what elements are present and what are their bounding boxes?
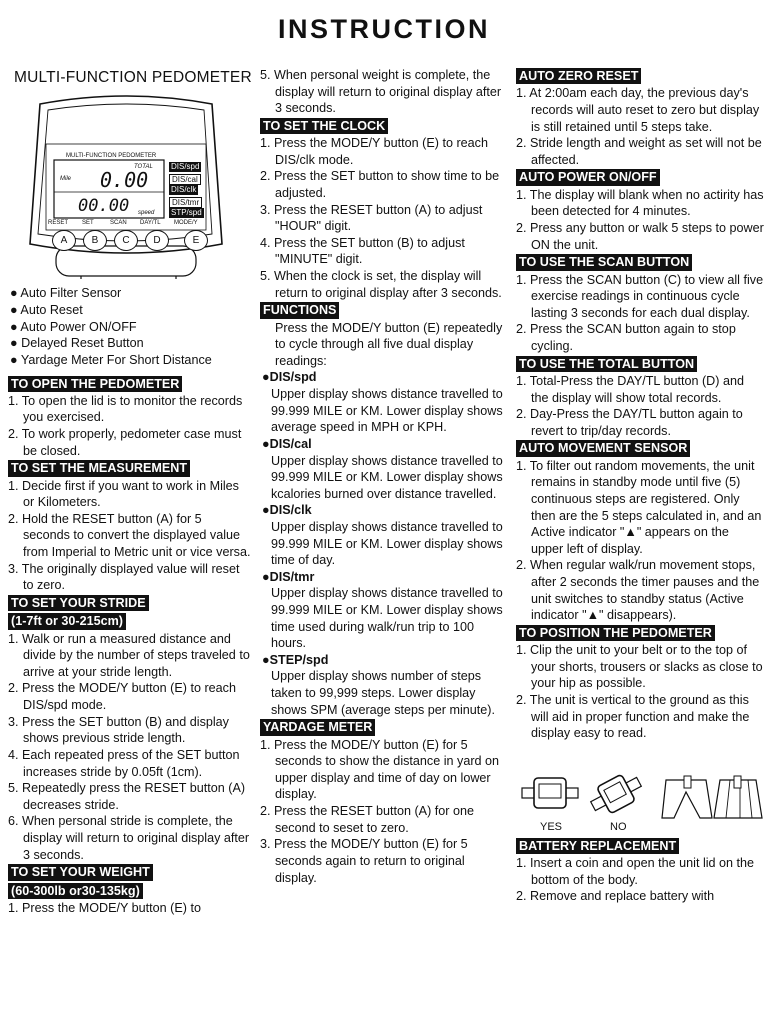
section-header-stride: TO SET YOUR STRIDE [8, 595, 149, 611]
section-header-open: TO OPEN THE PEDOMETER [8, 376, 182, 392]
device-label-mode-y: MODE/Y [174, 220, 198, 227]
list-item: 1. Press the MODE/Y button (E) to [8, 900, 201, 915]
section-header-weight: TO SET YOUR WEIGHT [8, 864, 153, 880]
page-title: INSTRUCTION [278, 14, 490, 44]
function-mode-dis-clk: ●DIS/clk Upper display shows distance travelled to 99.999 MILE or KM. Lower display shows time of day. [260, 502, 506, 568]
list-item: 2. Press the SCAN button again to stop cycling. [516, 322, 736, 353]
feature-list [10, 285, 252, 368]
yes-label: YES [540, 820, 563, 833]
device-button-b: B [83, 230, 107, 251]
function-mode-dis-tmr: ●DIS/tmr Upper display shows distance travelled to 99.999 MILE or KM. Lower display shows time used during walk/run trip to 100 hours. [260, 569, 506, 652]
list-item: 1. The display will blank when no actirity has been detected for 4 minutes. [516, 187, 764, 219]
lower-display-reading: 00.00 [78, 196, 130, 217]
position-steps [516, 642, 764, 742]
list-item: 1. Press the MODE/Y button (E) for 5 seconds to show the distance in yard on upper display and time of day on lower display. [260, 737, 500, 802]
list-item: 2. Press any button or walk 5 steps to power ON the unit. [516, 220, 764, 252]
total-label: TOTAL [134, 164, 153, 171]
device-label-scan: SCAN [110, 220, 127, 227]
device-button-e: E [184, 230, 208, 251]
list-item: 2. Stride length and weight as set will not be affected. [516, 136, 762, 167]
list-item: 3. Press the RESET button (A) to adjust "HOUR" digit. [260, 202, 483, 234]
section-header-battery: BATTERY REPLACEMENT [516, 838, 679, 854]
list-item: 1. Clip the unit to your belt or to the top of your shorts, trousers or slacks as close to your hip as possible. [516, 643, 763, 691]
section-header-auto-zero: AUTO ZERO RESET [516, 68, 641, 84]
list-item: 2. The unit is vertical to the ground as this will aid in proper function and make the display easy to read. [516, 693, 750, 741]
device-button-d: D [145, 230, 169, 251]
list-item: 3. The originally displayed value will reset to zero. [8, 561, 240, 593]
battery-steps [516, 855, 764, 905]
feature-item: ● Yardage Meter For Short Distance [10, 352, 212, 367]
mile-label: Mile [60, 176, 72, 183]
list-item: 5. When the clock is set, the display will return to original display after 3 seconds. [260, 269, 502, 300]
weight-steps-continued [260, 67, 506, 117]
mode-name: DIS/clk [269, 503, 312, 518]
list-item: 5. When personal weight is complete, the display will return to original display after 3 seconds. [260, 68, 502, 116]
mode-description: Upper display shows distance travelled to 99.999 MILE or KM. Lower display shows kcalories burned over distance travelled. [271, 453, 503, 501]
functions-intro: Press the MODE/Y button (E) repeatedly to cycle through all five dual display readings: [275, 320, 503, 368]
device-label-set: SET [82, 220, 94, 227]
section-header-movement: AUTO MOVEMENT SENSOR [516, 440, 690, 456]
list-item: 1. At 2:00am each day, the previous day's records will auto reset to zero but display is still retained until 5 steps take. [516, 86, 760, 134]
list-item: 3. Press the MODE/Y button (E) for 5 seconds again to return to original display. [260, 837, 468, 885]
function-mode-dis-cal: ●DIS/cal Upper display shows distance travelled to 99.999 MILE or KM. Lower display shows kcalories burned over distance travelled. [260, 436, 506, 502]
measurement-steps [8, 478, 252, 594]
function-mode-dis-spd: ●DIS/spd Upper display shows distance travelled to 99.999 MILE or KM. Lower display shows average speed in MPH or KPH. [260, 369, 506, 435]
column-2 [260, 67, 506, 886]
section-header-clock: TO SET THE CLOCK [260, 118, 388, 134]
speed-label: speed [138, 210, 155, 217]
list-item: 5. Repeatedly press the RESET button (A) decreases stride. [8, 781, 246, 812]
list-item: 1. Insert a coin and open the unit lid on the bottom of the body. [516, 856, 755, 887]
function-mode-step-spd: ●STEP/spd Upper display shows number of steps taken to 99,999 steps. Lower display shows SPM (average steps per minute). [260, 652, 506, 718]
list-item: 2. Day-Press the DAY/TL button again to revert to trip/day records. [516, 407, 743, 438]
list-item: 1. Total-Press the DAY/TL button (D) and the display will show total records. [516, 373, 744, 405]
stride-range: (1-7ft or 30-215cm) [8, 613, 126, 629]
auto-zero-steps [516, 85, 764, 168]
mode-name: DIS/tmr [269, 569, 315, 584]
position-drawing [516, 774, 764, 820]
list-item: 1. Press the SCAN button (C) to view all five exercise readings in continuous cycle lasting 3 seconds for each dual display. [516, 272, 764, 320]
list-item: 2. To work properly, pedometer case must be closed. [8, 427, 242, 458]
mode-description: Upper display shows distance travelled to 99.999 MILE or KM. Lower display shows time of day. [271, 519, 503, 568]
list-item: 2. Press the RESET button (A) for one second to seset to zero. [260, 804, 474, 835]
list-item: 2. Remove and replace battery with [516, 889, 715, 904]
section-header-position: TO POSITION THE PEDOMETER [516, 625, 715, 641]
list-item: 2. Press the MODE/Y button (E) to reach DIS/spd mode. [8, 681, 236, 713]
list-item: 4. Press the SET button (B) to adjust "MINUTE" digit. [260, 235, 465, 267]
list-item: 3. Press the SET button (B) and display shows previous stride length. [8, 714, 229, 746]
section-header-yardage: YARDAGE METER [260, 719, 375, 735]
list-item: 2. When regular walk/run movement stops, after 2 seconds the timer pauses and the unit switches to standby status (Active indicator "▲" disappears). [516, 558, 760, 623]
section-header-measurement: TO SET THE MEASUREMENT [8, 460, 190, 476]
device-button-a: A [52, 230, 76, 251]
device-button-c: C [114, 230, 138, 251]
mode-label-dis-cal: DIS/cal [169, 174, 201, 185]
clock-steps [260, 135, 506, 301]
total-steps [516, 373, 764, 439]
mode-label-dis-tmr: DIS/tmr [169, 197, 202, 208]
mode-description: Upper display shows number of steps taken to 99,999 steps. Lower display shows SPM (average steps per minute). [271, 669, 495, 717]
yardage-steps [260, 737, 506, 886]
list-item: 1. Press the MODE/Y button (E) to reach DIS/clk mode. [260, 136, 488, 167]
pedometer-illustration [26, 94, 226, 279]
upper-display-reading: 0.00 [100, 168, 149, 193]
list-item: 2. Hold the RESET button (A) for 5 seconds to convert the displayed value from Imperial to Metric unit or vice versa. [8, 511, 251, 560]
auto-power-steps [516, 187, 764, 253]
device-label-reset: RESET [48, 220, 69, 227]
mode-label-stp-spd: STP/spd [171, 208, 202, 218]
mode-label-dis-clk: DIS/clk [171, 185, 197, 195]
feature-item: ● Auto Filter Sensor [10, 286, 122, 301]
feature-item: ● Delayed Reset Button [10, 336, 144, 351]
no-label: NO [610, 820, 627, 833]
mode-name: STEP/spd [269, 652, 329, 667]
list-item: 1. Decide first if you want to work in Miles or Kilometers. [8, 478, 239, 510]
position-illustration [516, 774, 764, 833]
column-3 [516, 67, 764, 905]
column-1 [8, 67, 252, 917]
list-item: 2. Press the SET button to show time to be adjusted. [260, 169, 500, 201]
list-item: 4. Each repeated press of the SET button increases stride by 0.05ft (1cm). [8, 747, 240, 779]
feature-item: ● Auto Reset [10, 303, 83, 318]
section-header-total: TO USE THE TOTAL BUTTON [516, 356, 697, 372]
weight-steps [8, 900, 252, 917]
device-label-day-tl: DAY/TL [140, 220, 161, 227]
mode-name: DIS/spd [269, 370, 317, 385]
list-item: 1. To open the lid is to monitor the records you exercised. [8, 393, 243, 425]
weight-range: (60-300lb or30-135kg) [8, 883, 143, 899]
section-header-auto-power: AUTO POWER ON/OFF [516, 169, 660, 185]
open-steps [8, 393, 252, 459]
mode-name: DIS/cal [269, 436, 312, 451]
feature-item: ● Auto Power ON/OFF [10, 319, 137, 334]
mode-description: Upper display shows distance travelled to 99.999 MILE or KM. Lower display shows average speed in MPH or KPH. [271, 387, 503, 435]
mode-description: Upper display shows distance travelled to 99.999 MILE or KM. Lower display shows time used during walk/run trip to 100 hours. [271, 586, 503, 651]
device-header-label: MULTI-FUNCTION PEDOMETER [66, 153, 157, 160]
scan-steps [516, 272, 764, 355]
movement-steps [516, 458, 764, 624]
section-header-scan: TO USE THE SCAN BUTTON [516, 254, 692, 270]
section-header-functions: FUNCTIONS [260, 302, 339, 318]
list-item: 1. To filter out random movements, the unit remains in standby mode until five (5) continuous steps are registered. Only then are the 5 steps calculated in, and an Active indicator "▲" appears on the upper left of display. [516, 458, 762, 556]
mode-label-dis-spd: DIS/spd [171, 162, 200, 172]
list-item: 6. When personal stride is complete, the display will return to original display after 3 seconds. [8, 814, 250, 862]
stride-steps [8, 631, 252, 864]
list-item: 1. Walk or run a measured distance and divide by the number of steps traveled to arrive at your stride length. [8, 631, 250, 679]
device-name: MULTI-FUNCTION PEDOMETER [14, 69, 252, 86]
